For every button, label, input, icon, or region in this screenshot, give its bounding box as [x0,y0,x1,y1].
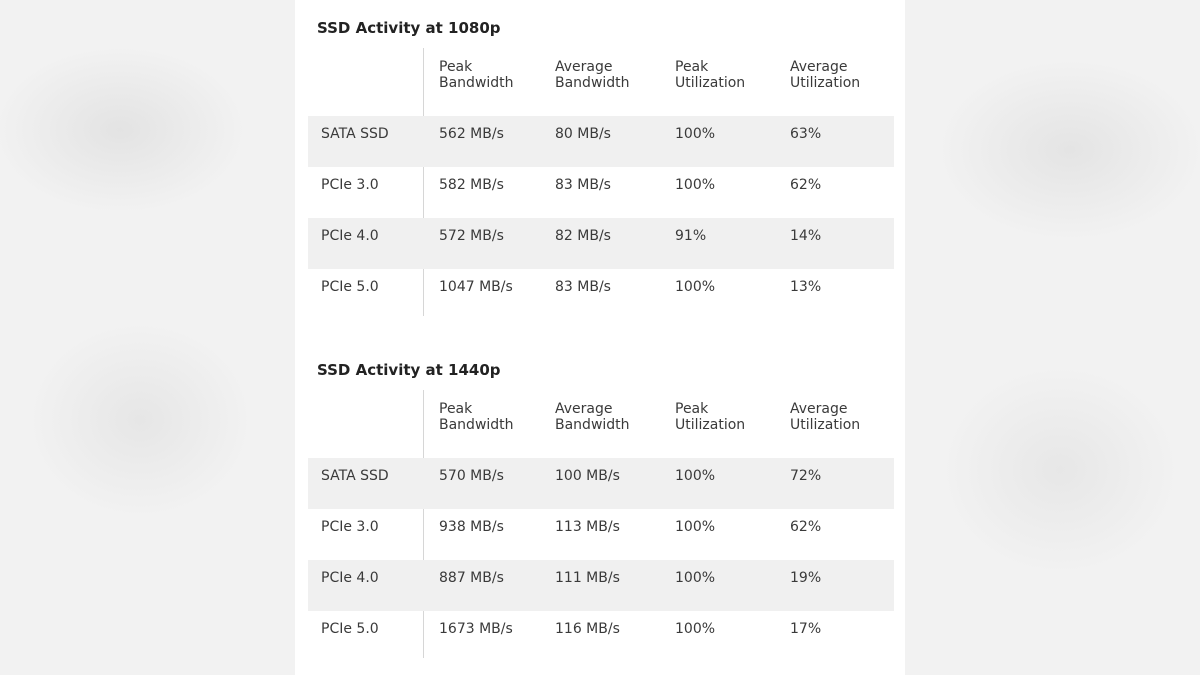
header-cell: Peak Utilization [675,401,746,433]
table-cell: 582 MB/s [439,177,504,193]
table-cell: 938 MB/s [439,519,504,535]
table-cell: 116 MB/s [555,621,620,637]
row-label: PCIe 3.0 [321,519,379,535]
table-cell: 570 MB/s [439,468,504,484]
header-cell: Peak Utilization [675,59,746,91]
row-label: SATA SSD [321,126,389,142]
table-cell: 100% [675,570,716,586]
table-row [308,116,894,167]
table-cell: 83 MB/s [555,177,611,193]
table-cell: 91% [675,228,707,244]
table-cell: 111 MB/s [555,570,620,586]
table-title: SSD Activity at 1440p [317,361,501,379]
row-label: PCIe 4.0 [321,570,379,586]
row-label: PCIe 5.0 [321,621,379,637]
table-cell: 100 MB/s [555,468,620,484]
table-cell: 72% [790,468,822,484]
table-cell: 100% [675,279,716,295]
header-cell: Average Utilization [790,401,861,433]
header-cell-empty [308,48,424,116]
table-cell: 887 MB/s [439,570,504,586]
table-cell: 19% [790,570,822,586]
data-table [308,48,894,320]
header-cell: Average Bandwidth [555,59,630,91]
table-row [308,269,894,320]
header-cell: Average Bandwidth [555,401,630,433]
header-cell: Average Utilization [790,59,861,91]
header-cell: Peak Bandwidth [439,59,514,91]
header-cell-empty [308,390,424,458]
data-table [308,390,894,662]
table-row [308,218,894,269]
table-cell: 14% [790,228,822,244]
row-label: PCIe 5.0 [321,279,379,295]
table-cell: 100% [675,468,716,484]
table-cell: 100% [675,519,716,535]
table-cell: 100% [675,126,716,142]
table-cell: 62% [790,519,822,535]
table-cell: 82 MB/s [555,228,611,244]
table-cell: 80 MB/s [555,126,611,142]
table-header-row [308,390,894,458]
table-cell: 113 MB/s [555,519,620,535]
table-cell: 83 MB/s [555,279,611,295]
ssd-activity-1080p-section [308,16,894,320]
table-cell: 562 MB/s [439,126,504,142]
table-cell: 1047 MB/s [439,279,513,295]
table-row [308,560,894,611]
table-cell: 100% [675,177,716,193]
table-title: SSD Activity at 1080p [317,19,501,37]
ssd-activity-1440p-section [308,358,894,662]
content-panel [295,0,905,675]
row-label: PCIe 4.0 [321,228,379,244]
table-row [308,611,894,662]
table-cell: 17% [790,621,822,637]
row-label: PCIe 3.0 [321,177,379,193]
table-cell: 1673 MB/s [439,621,513,637]
table-cell: 100% [675,621,716,637]
table-row [308,167,894,218]
table-cell: 13% [790,279,822,295]
row-label: SATA SSD [321,468,389,484]
header-cell: Peak Bandwidth [439,401,514,433]
table-cell: 63% [790,126,822,142]
table-row [308,509,894,560]
table-cell: 62% [790,177,822,193]
table-row [308,458,894,509]
table-header-row [308,48,894,116]
table-cell: 572 MB/s [439,228,504,244]
